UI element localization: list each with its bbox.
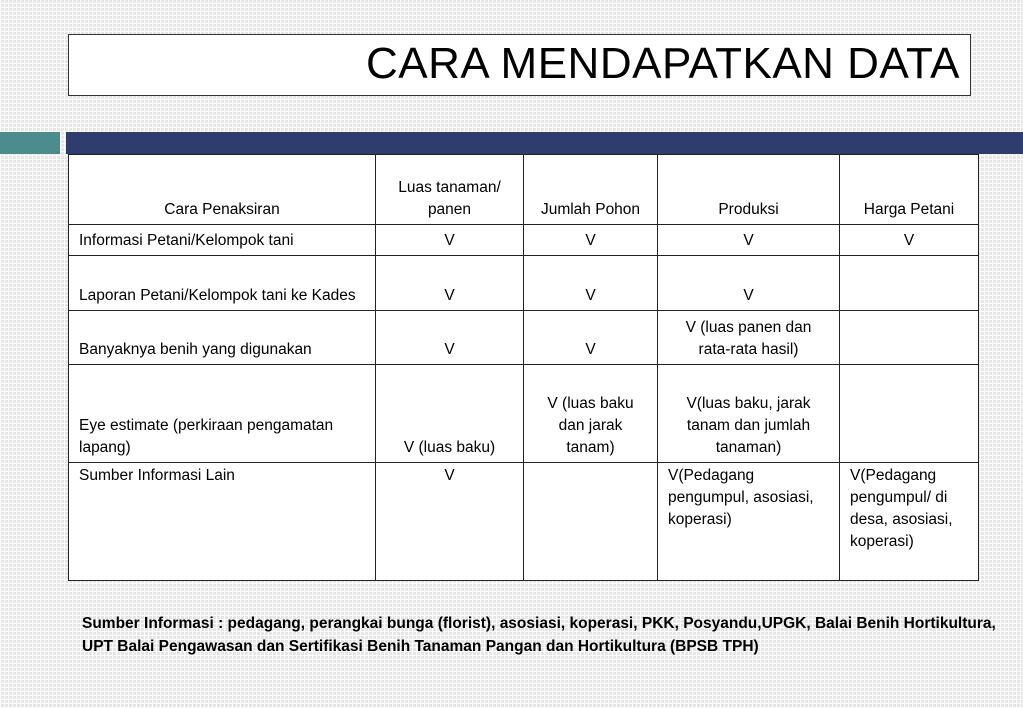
table-cell: V(Pedagang pengumpul, asosiasi, koperasi) [658, 463, 840, 581]
table-cell: V (luas panen dan rata-rata hasil) [658, 311, 840, 365]
table-header-row [69, 155, 979, 225]
table-cell: V [524, 256, 658, 311]
row-label: Eye estimate (perkiraan pengamatan lapang) [69, 365, 376, 463]
table-row [69, 225, 979, 256]
row-label: Informasi Petani/Kelompok tani [69, 225, 376, 256]
table-cell: V (luas baku dan jarak tanam) [524, 365, 658, 463]
table-cell: V [658, 256, 840, 311]
header-produksi: Produksi [658, 155, 840, 225]
table-cell: V [376, 225, 524, 256]
table-cell [840, 365, 979, 463]
header-cara-penaksiran: Cara Penaksiran [69, 155, 376, 225]
teal-accent-bar [0, 132, 60, 154]
table-cell [840, 311, 979, 365]
table-cell: V [376, 311, 524, 365]
table-cell: V [840, 225, 979, 256]
table-cell: V [524, 225, 658, 256]
table-cell: V (luas baku) [376, 365, 524, 463]
header-luas-tanaman: Luas tanaman/ panen [376, 155, 524, 225]
title-box [68, 34, 971, 96]
table-cell: V [376, 256, 524, 311]
table-cell [524, 463, 658, 581]
table-row [69, 256, 979, 311]
table-row [69, 463, 979, 581]
row-label: Sumber Informasi Lain [69, 463, 376, 581]
table-cell: V(luas baku, jarak tanam dan jumlah tanaman) [658, 365, 840, 463]
table-cell: V(Pedagang pengumpul/ di desa, asosiasi, koperasi) [840, 463, 979, 581]
source-note: Sumber Informasi : pedagang, perangkai bunga (florist), asosiasi, koperasi, PKK, Posyandu,UPGK, Balai Benih Hortikultura, UPT Balai Pengawasan dan Sertifikasi Benih Tanaman Pangan dan Hortikultura (BPSB TPH) [82, 615, 996, 655]
table-cell: V [376, 463, 524, 581]
table-cell [840, 256, 979, 311]
row-label: Laporan Petani/Kelompok tani ke Kades [69, 256, 376, 311]
table-cell: V [658, 225, 840, 256]
navy-divider-bar [66, 132, 1023, 154]
table-row [69, 365, 979, 463]
header-harga-petani: Harga Petani [840, 155, 979, 225]
table-row [69, 311, 979, 365]
header-jumlah-pohon: Jumlah Pohon [524, 155, 658, 225]
table-cell: V [524, 311, 658, 365]
data-source-table [68, 154, 979, 581]
row-label: Banyaknya benih yang digunakan [69, 311, 376, 365]
slide-title: CARA MENDAPATKAN DATA [366, 39, 960, 88]
